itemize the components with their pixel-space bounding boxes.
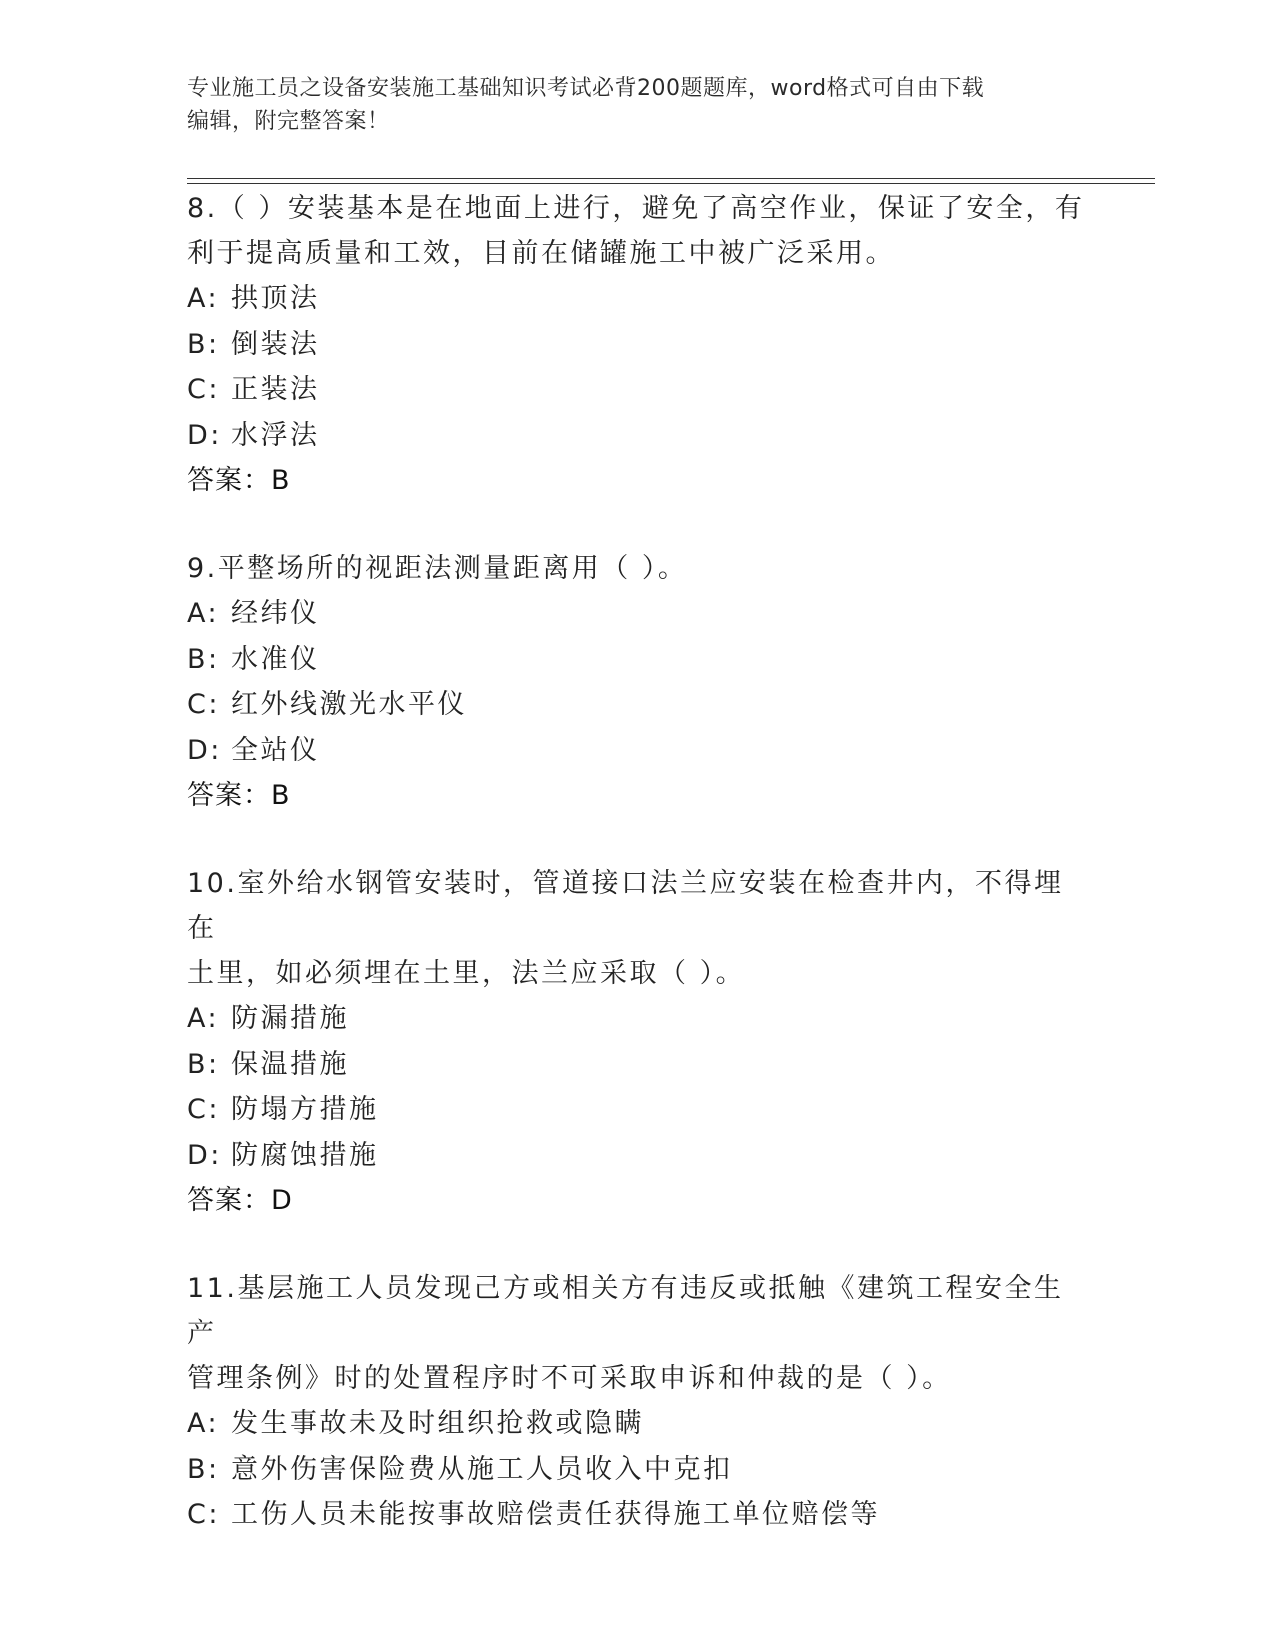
header-divider-thick	[187, 178, 1155, 179]
question-text-line-2: 土里，如必须埋在土里，法兰应采取（ ）。	[187, 958, 746, 989]
option-d	[187, 1133, 1087, 1179]
option-key: D:	[187, 419, 222, 451]
question-text-line-1: 10.室外给水钢管安装时，管道接口法兰应安装在检查井内，不得埋在	[187, 868, 1064, 944]
option-key: C:	[187, 1094, 220, 1125]
option-text: 防塌方措施	[231, 1094, 379, 1125]
option-text: 经纬仪	[231, 598, 320, 629]
answer-line: 答案：B	[187, 465, 291, 496]
option-text: 防漏措施	[231, 1003, 349, 1034]
document-header	[187, 72, 1067, 138]
option-c	[187, 367, 1087, 413]
option-d	[187, 413, 1087, 459]
option-key: B:	[187, 1048, 220, 1080]
option-a	[187, 276, 1087, 322]
option-text: 正装法	[231, 374, 320, 405]
option-key: A:	[187, 1408, 220, 1439]
option-c	[187, 1492, 1087, 1538]
option-key: D:	[187, 734, 222, 766]
option-c	[187, 682, 1087, 728]
option-b	[187, 1447, 1087, 1493]
answer-line: 答案：B	[187, 780, 291, 811]
option-key: C:	[187, 689, 220, 720]
option-text: 工伤人员未能按事故赔偿责任获得施工单位赔偿等	[231, 1499, 880, 1530]
option-text: 发生事故未及时组织抢救或隐瞒	[231, 1408, 644, 1439]
option-key: A:	[187, 598, 220, 629]
question-item	[187, 186, 1087, 504]
question-item	[187, 1266, 1087, 1538]
option-key: C:	[187, 374, 220, 405]
option-text: 保温措施	[231, 1048, 349, 1080]
option-a	[187, 1401, 1087, 1447]
option-text: 倒装法	[231, 328, 320, 360]
question-text-line-2: 管理条例》时的处置程序时不可采取申诉和仲裁的是（ ）。	[187, 1363, 952, 1394]
header-line-2: 编辑，附完整答案！	[187, 109, 390, 134]
question-text-line-1: 9.平整场所的视距法测量距离用（ ）。	[187, 553, 688, 584]
option-text: 水准仪	[231, 643, 320, 675]
question-text-line-1: 11.基层施工人员发现己方或相关方有违反或抵触《建筑工程安全生产	[187, 1273, 1064, 1349]
option-key: A:	[187, 1003, 220, 1034]
option-key: A:	[187, 283, 220, 314]
option-text: 防腐蚀措施	[231, 1139, 379, 1171]
option-key: D:	[187, 1139, 222, 1171]
option-b	[187, 637, 1087, 683]
option-d	[187, 728, 1087, 774]
option-text: 拱顶法	[231, 283, 320, 314]
question-item	[187, 546, 1087, 819]
option-key: B:	[187, 328, 220, 360]
question-text-line-1: 8.（ ）安装基本是在地面上进行，避免了高空作业，保证了安全，有	[187, 193, 1085, 224]
option-a	[187, 591, 1087, 637]
question-text-line-2: 利于提高质量和工效，目前在储罐施工中被广泛采用。	[187, 238, 895, 269]
option-key: B:	[187, 1453, 220, 1485]
option-text: 全站仪	[231, 734, 320, 766]
answer-line: 答案：D	[187, 1185, 293, 1216]
option-text: 意外伤害保险费从施工人员收入中克扣	[231, 1453, 733, 1485]
option-b	[187, 1042, 1087, 1088]
option-c	[187, 1087, 1087, 1133]
option-key: C:	[187, 1499, 220, 1530]
question-list	[187, 186, 1087, 1580]
header-divider-thin	[187, 183, 1155, 184]
option-text: 水浮法	[231, 419, 320, 451]
question-item	[187, 861, 1087, 1224]
option-text: 红外线激光水平仪	[231, 689, 467, 720]
option-b	[187, 322, 1087, 368]
option-a	[187, 996, 1087, 1042]
option-key: B:	[187, 643, 220, 675]
header-line-1: 专业施工员之设备安装施工基础知识考试必背200题题库，word格式可自由下载	[187, 76, 985, 101]
